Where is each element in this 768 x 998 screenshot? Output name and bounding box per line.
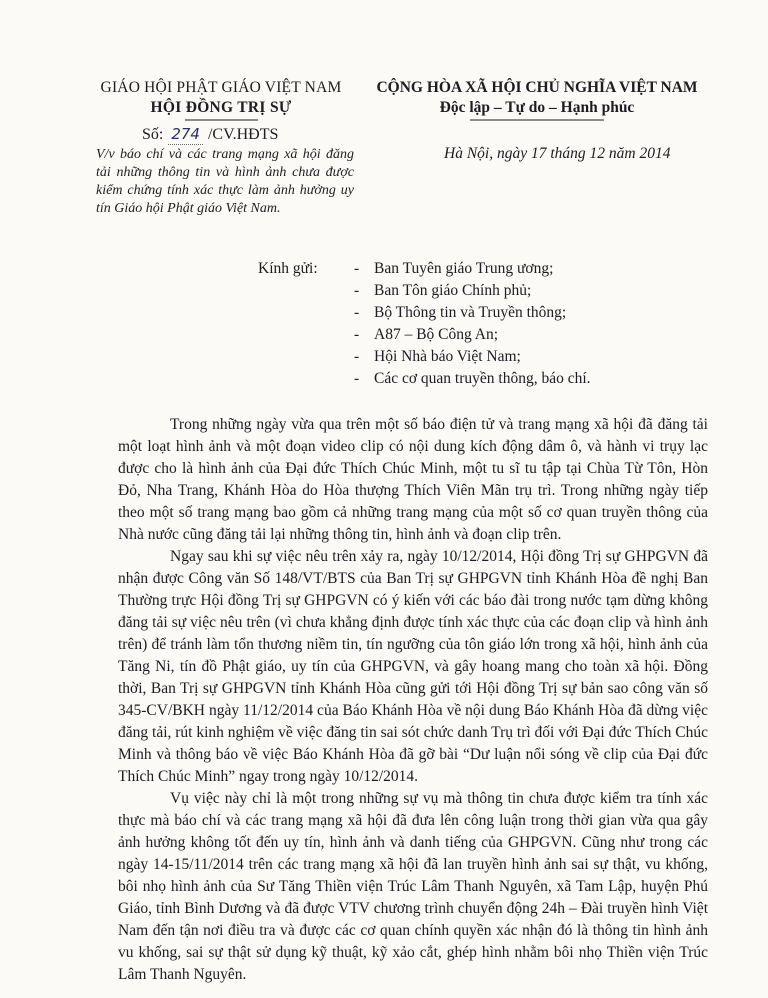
country-name: CỘNG HÒA XÃ HỘI CHỦ NGHĨA VIỆT NAM <box>376 79 698 96</box>
issuer-organization: GIÁO HỘI PHẬT GIÁO VIỆT NAM <box>100 79 342 96</box>
recipients-label: Kính gửi: <box>258 260 318 277</box>
recipient-text: Các cơ quan truyền thông, báo chí. <box>374 370 591 387</box>
recipient-text: Ban Tuyên giáo Trung ương; <box>374 260 554 277</box>
recipient-item <box>354 280 714 302</box>
handwritten-number: 274 <box>168 124 203 145</box>
body-paragraph: Trong những ngày vừa qua trên một số báo điện tử và trang mạng xã hội đã đăng tải một loạt hình ảnh và một đoạn video clip có nội dung kích động dâm ô, và hành vi trụy lạc được cho là hình ảnh của Đại đức Thích Chúc Minh, một tu sĩ tu tập tại Chùa Từ Tôn, Hòn Đỏ, Nha Trang, Khánh Hòa do Hòa thượng Thích Viên Mãn trụ trì. Trong những ngày tiếp theo một số trang mạng bao gồm cả những trang mạng của một số cơ quan truyền thông của Nhà nước cũng đăng tải lại những thông tin, hình ảnh và đoạn clip trên. <box>118 416 708 543</box>
recipient-dash: - <box>354 326 360 343</box>
document-subject: V/v báo chí và các trang mạng xã hội đăng tải những thông tin và hình ảnh chưa được kiểm chứng tính xác thực làm ảnh hưởng uy tín Giáo hội Phật giáo Việt Nam. <box>96 147 354 216</box>
recipient-dash: - <box>354 304 360 321</box>
document-number-prefix: Số: <box>142 126 164 143</box>
recipient-item <box>354 346 714 368</box>
recipient-item <box>354 324 714 346</box>
recipient-dash: - <box>354 348 360 365</box>
recipient-item <box>354 302 714 324</box>
recipient-text: Ban Tôn giáo Chính phủ; <box>374 282 532 299</box>
recipient-text: Hội Nhà báo Việt Nam; <box>374 348 521 365</box>
recipient-dash: - <box>354 370 360 387</box>
recipient-dash: - <box>354 282 360 299</box>
recipient-text: Bộ Thông tin và Truyền thông; <box>374 304 567 321</box>
document-number <box>142 124 278 145</box>
national-header <box>362 78 712 118</box>
issuer-council: HỘI ĐỒNG TRỊ SỰ <box>150 99 292 116</box>
recipient-item <box>354 258 714 280</box>
recipient-text: A87 – Bộ Công An; <box>374 326 499 343</box>
body-paragraph: Vụ việc này chỉ là một trong những sự vụ mà thông tin chưa được kiểm tra tính xác thực mà báo chí và các trang mạng xã hội đã đưa lên công luận trong thời gian vừa qua gây ảnh hưởng không tốt đến uy tín, hình ảnh và danh tiếng của GHPGVN. Cũng như trong các ngày 14-15/11/2014 trên các trang mạng xã hội đã lan truyền hình ảnh sai sự thật, vu khống, bôi nhọ hình ảnh của Sư Tăng Thiền viện Trúc Lâm Thanh Nguyên, xã Tam Lập, huyện Phú Giáo, tỉnh Bình Dương và đã được VTV chương trình chuyển động 24h – Đài truyền hình Việt Nam đến tận nơi điều tra và được các cơ quan chính quyền xác nhận đó là thông tin hình ảnh vu khống, sai sự thật sử dụng kỹ thuật, kỹ xảo cắt, ghép hình nhằm bôi nhọ Thiền viện Trúc Lâm Thanh Nguyên. <box>118 790 708 983</box>
letter-body <box>118 414 708 986</box>
issuer-header <box>96 78 346 118</box>
body-paragraph: Ngay sau khi sự việc nêu trên xảy ra, ngày 10/12/2014, Hội đồng Trị sự GHPGVN đã nhận được Công văn Số 148/VT/BTS của Ban Trị sự GHPGVN tỉnh Khánh Hòa đề nghị Ban Thường trực Hội đồng Trị sự GHPGVN có ý kiến với các báo đài trong nước tạm dừng không đăng tải sự việc nêu trên (vì chưa khẳng định được tính xác thực của các đoạn clip và hình ảnh trên) để tránh làm tổn thương niềm tin, tín ngưỡng của tôn giáo lớn trong xã hội, hình ảnh của Tăng Ni, tín đồ Phật giáo, uy tín của GHPGVN, và gây hoang mang cho toàn xã hội. Đồng thời, Ban Trị sự GHPGVN tỉnh Khánh Hòa cũng gửi tới Hội đồng Trị sự bản sao công văn số 345-CV/BKH ngày 11/12/2014 của Báo Khánh Hòa về nội dung Báo Khánh Hòa đã dừng việc đăng tải, rút kinh nghiệm về việc đăng tin sai sót chức danh Trụ trì đối với Đại đức Thích Chúc Minh và thông báo về việc Báo Khánh Hòa đã gỡ bài “Dư luận nổi sóng về clip của Đại đức Thích Chúc Minh” ngay trong ngày 10/12/2014. <box>118 548 708 785</box>
national-motto: Độc lập – Tự do – Hạnh phúc <box>439 99 635 116</box>
recipient-item <box>354 368 714 390</box>
document-number-suffix: /CV.HĐTS <box>207 126 279 143</box>
recipient-dash: - <box>354 260 360 277</box>
dateline: Hà Nội, ngày 17 tháng 12 năm 2014 <box>444 145 671 162</box>
recipient-list <box>354 258 714 390</box>
